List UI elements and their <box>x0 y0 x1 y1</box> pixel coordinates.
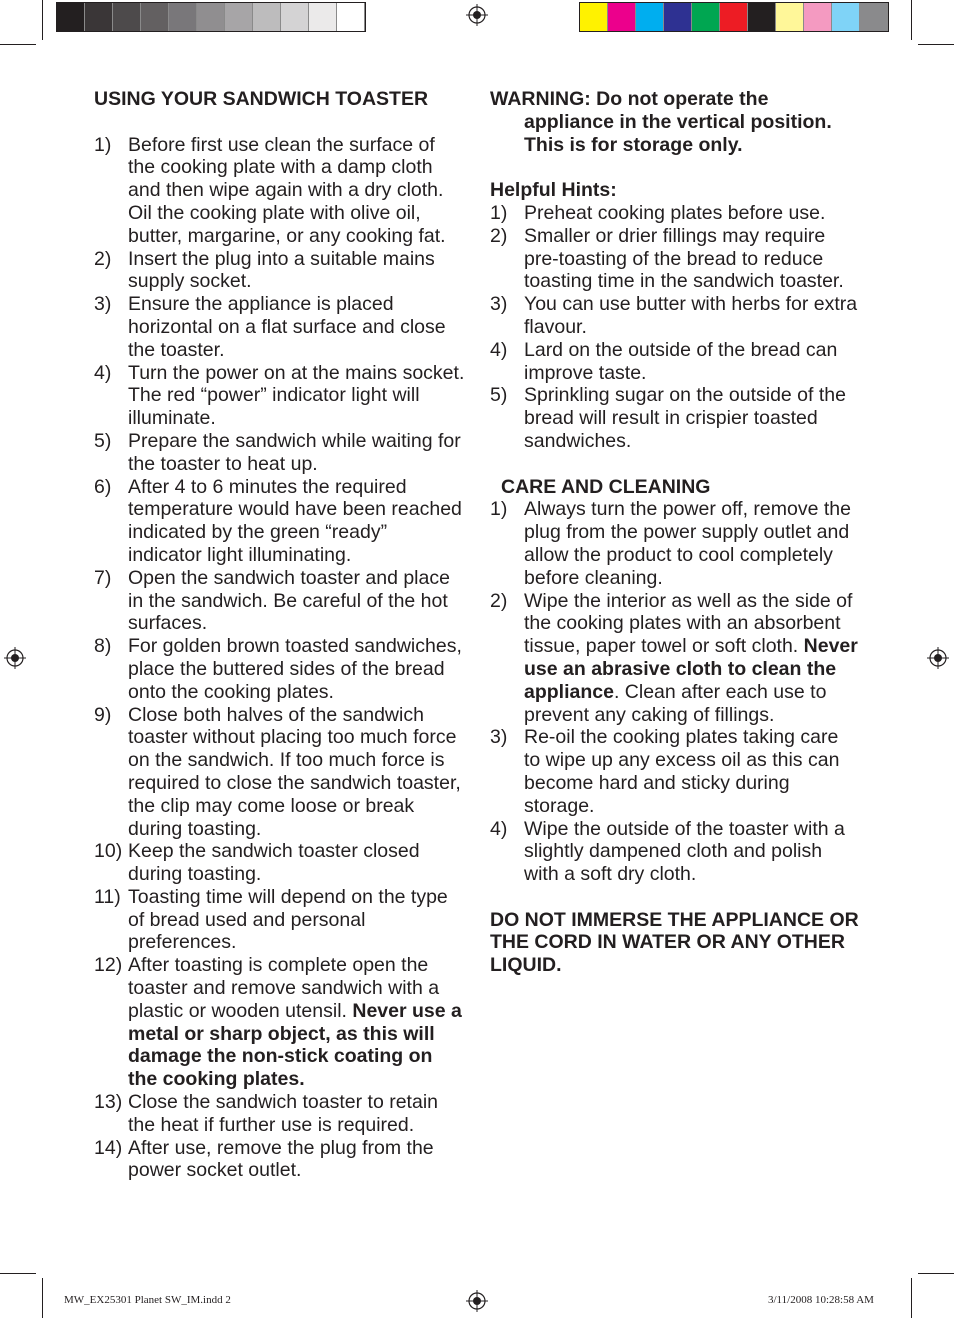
list-number: 4) <box>490 338 508 361</box>
list-number: 3) <box>490 293 508 316</box>
hint-item <box>490 202 860 225</box>
color-swatch <box>832 3 860 31</box>
list-bold-text: Never use an abrasive cloth to clean the appliance <box>524 635 858 703</box>
crop-mark <box>0 1273 36 1274</box>
crop-mark <box>42 1278 43 1318</box>
color-swatch <box>776 3 804 31</box>
crop-mark <box>918 1273 954 1274</box>
list-number: 14) <box>94 1136 123 1159</box>
list-text: Preheat cooking plates before use. <box>524 201 826 224</box>
list-number: 11) <box>94 885 121 908</box>
registration-mark-icon <box>466 1290 488 1312</box>
final-warning: DO NOT IMMERSE THE APPLIANCE OR THE CORD IN WATER OR ANY OTHER LIQUID. <box>490 908 859 977</box>
list-text: Prepare the sandwich while waiting for the toaster to heat up. <box>128 429 461 475</box>
list-text: Close both halves of the sandwich toaster without placing too much force on the sandwich. If too much force is required to close the sandwich toaster, the clip may come loose or break during toasting. <box>128 703 461 840</box>
crop-mark <box>0 44 36 45</box>
care-item <box>490 818 860 886</box>
gray-swatch <box>85 3 113 31</box>
right-column <box>490 88 860 977</box>
list-number: 8) <box>94 635 112 658</box>
hint-item <box>490 225 860 293</box>
list-text: After use, remove the plug from the power socket outlet. <box>128 1136 434 1182</box>
color-swatch <box>636 3 664 31</box>
list-text: Keep the sandwich toaster closed during toasting. <box>128 840 420 886</box>
usage-step <box>94 362 466 430</box>
list-text: Insert the plug into a suitable mains supply socket. <box>128 247 435 293</box>
usage-step <box>94 430 466 476</box>
footer-filename: MW_EX25301 Planet SW_IM.indd 2 <box>64 1294 231 1306</box>
color-swatch <box>804 3 832 31</box>
color-swatch <box>608 3 636 31</box>
color-swatch <box>720 3 748 31</box>
hint-item <box>490 384 860 452</box>
list-number: 1) <box>490 201 508 224</box>
gray-swatch <box>253 3 281 31</box>
usage-step <box>94 704 466 841</box>
care-item <box>490 726 860 817</box>
footer-date: 3/11/2008 10:28:58 AM <box>768 1294 874 1306</box>
color-swatch <box>664 3 692 31</box>
usage-step <box>94 567 466 635</box>
usage-step <box>94 248 466 294</box>
usage-step <box>94 1091 466 1137</box>
color-swatch <box>580 3 608 31</box>
list-text: Toasting time will depend on the type of bread used and personal preferences. <box>128 885 448 954</box>
crop-mark <box>918 44 954 45</box>
hints-list <box>490 202 860 453</box>
care-list <box>490 498 860 886</box>
gray-swatch <box>57 3 85 31</box>
list-text: You can use butter with herbs for extra flavour. <box>524 293 858 338</box>
registration-mark-icon <box>466 4 488 26</box>
grayscale-color-bar <box>56 2 366 32</box>
gray-swatch <box>169 3 197 31</box>
list-text: Ensure the appliance is placed horizontal on a flat surface and close the toaster. <box>128 293 446 361</box>
list-number: 2) <box>94 247 112 270</box>
list-number: 9) <box>94 703 112 726</box>
list-text: Lard on the outside of the bread can improve taste. <box>524 338 838 384</box>
list-number: 13) <box>94 1091 123 1114</box>
list-number: 2) <box>490 224 508 247</box>
color-swatch <box>692 3 720 31</box>
left-column <box>94 88 466 1182</box>
usage-step <box>94 840 466 886</box>
hint-item <box>490 293 860 339</box>
care-item <box>490 590 860 727</box>
list-text: After 4 to 6 minutes the required temperature would have been reached indicated by the green “ready” indicator light illuminating. <box>128 475 462 566</box>
gray-swatch <box>141 3 169 31</box>
color-swatch <box>860 3 888 31</box>
gray-swatch <box>281 3 309 31</box>
care-heading: CARE AND CLEANING <box>501 475 711 498</box>
usage-step <box>94 476 466 567</box>
crop-mark <box>911 0 912 40</box>
list-text: Re-oil the cooking plates taking care to wipe up any excess oil as this can become hard and sticky during storage. <box>524 726 840 817</box>
list-number: 4) <box>94 361 112 384</box>
usage-step <box>94 635 466 703</box>
usage-step <box>94 1137 466 1183</box>
gray-swatch <box>309 3 337 31</box>
usage-steps-list <box>94 134 466 1183</box>
list-text: Always turn the power off, remove the plug from the power supply outlet and allow the product to cool completely before cleaning. <box>524 498 851 589</box>
hint-item <box>490 339 860 385</box>
list-number: 7) <box>94 566 112 589</box>
list-number: 10) <box>94 840 123 863</box>
warning-text: WARNING: Do not operate the appliance in the vertical position. This is for storage only. <box>490 88 832 156</box>
list-text-after: . Clean after each use to prevent any caking of fillings. <box>524 680 827 726</box>
list-number: 3) <box>94 293 112 316</box>
gray-swatch <box>225 3 253 31</box>
list-text: Open the sandwich toaster and place in the sandwich. Be careful of the hot surfaces. <box>128 566 450 635</box>
list-text: For golden brown toasted sandwiches, place the buttered sides of the bread onto the cooking plates. <box>128 635 462 703</box>
list-number: 1) <box>94 133 112 156</box>
list-text: Close the sandwich toaster to retain the heat if further use is required. <box>128 1091 439 1136</box>
list-number: 3) <box>490 726 508 749</box>
crop-mark <box>911 1278 912 1318</box>
care-item <box>490 498 860 589</box>
list-number: 2) <box>490 589 508 612</box>
list-text: Before first use clean the surface of the cooking plate with a damp cloth and then wipe again with a dry cloth. Oil the cooking plate with olive oil, butter, margarine, or any cooking fat. <box>128 133 446 247</box>
color-swatch <box>748 3 776 31</box>
usage-step <box>94 293 466 361</box>
list-text: Turn the power on at the mains socket. The red “power” indicator light will illuminate. <box>128 361 465 430</box>
usage-step <box>94 134 466 248</box>
usage-step <box>94 954 466 1091</box>
list-text: Sprinkling sugar on the outside of the bread will result in crispier toasted sandwiches. <box>524 384 846 452</box>
gray-swatch <box>197 3 225 31</box>
usage-step <box>94 886 466 954</box>
list-text: Smaller or drier fillings may require pre-toasting of the bread to reduce toasting time in the sandwich toaster. <box>524 224 844 293</box>
list-number: 5) <box>490 384 508 407</box>
registration-mark-icon <box>927 647 949 669</box>
list-number: 6) <box>94 475 112 498</box>
hints-heading: Helpful Hints: <box>490 179 617 202</box>
list-text: After toasting is complete open the toaster and remove sandwich with a plastic or wooden utensil. <box>128 954 440 1022</box>
list-number: 4) <box>490 817 508 840</box>
list-bold-text: Never use a metal or sharp object, as this will damage the non-stick coating on the cooking plates. <box>128 999 462 1091</box>
cmyk-color-bar <box>579 2 889 32</box>
gray-swatch <box>113 3 141 31</box>
list-number: 12) <box>94 954 123 977</box>
gray-swatch <box>337 3 365 31</box>
list-text: Wipe the outside of the toaster with a slightly dampened cloth and polish with a soft dry cloth. <box>524 817 845 886</box>
list-number: 5) <box>94 429 112 452</box>
list-text: Wipe the interior as well as the side of the cooking plates with an absorbent tissue, paper towel or soft cloth. <box>524 589 853 658</box>
list-number: 1) <box>490 498 508 521</box>
registration-mark-icon <box>4 647 26 669</box>
crop-mark <box>42 0 43 40</box>
section-heading-using: USING YOUR SANDWICH TOASTER <box>94 88 429 110</box>
